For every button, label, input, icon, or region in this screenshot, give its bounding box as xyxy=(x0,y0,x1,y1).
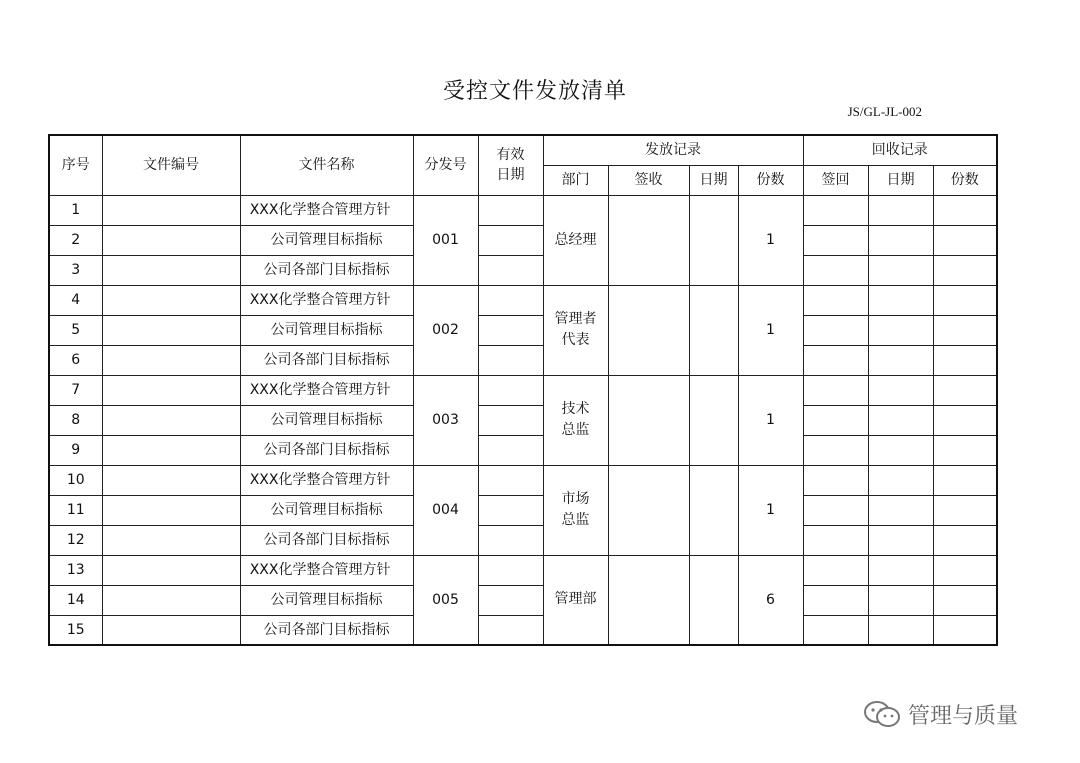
file-name-cell: 公司管理目标指标 xyxy=(240,225,413,255)
valid-date-cell xyxy=(478,345,543,375)
recall-date-cell xyxy=(868,285,933,315)
issue-copies-cell: 1 xyxy=(738,465,803,555)
recall-copies-cell xyxy=(933,225,997,255)
issue-dept-cell xyxy=(543,285,608,375)
recall-date-cell xyxy=(868,495,933,525)
recall-sign-cell xyxy=(803,375,868,405)
seq-cell: 7 xyxy=(49,375,102,405)
valid-date-cell xyxy=(478,555,543,585)
header-dist-no: 分发号 xyxy=(413,135,478,195)
issue-date-cell xyxy=(689,375,738,465)
file-name-cell: XXX化学整合管理方针 xyxy=(240,465,413,495)
header-valid-date xyxy=(478,135,543,195)
header-issue-date: 日期 xyxy=(689,165,738,195)
file-name-cell: XXX化学整合管理方针 xyxy=(240,285,413,315)
table-row xyxy=(49,525,997,555)
issue-copies-cell: 1 xyxy=(738,195,803,285)
issue-date-cell xyxy=(689,195,738,285)
issue-copies-cell: 1 xyxy=(738,375,803,465)
issue-dept-cell xyxy=(543,375,608,465)
issue-copies-cell: 1 xyxy=(738,285,803,375)
recall-copies-cell xyxy=(933,465,997,495)
dist-no-cell: 003 xyxy=(413,375,478,465)
recall-copies-cell xyxy=(933,435,997,465)
recall-sign-cell xyxy=(803,615,868,645)
table-row xyxy=(49,195,997,225)
file-name-cell: 公司各部门目标指标 xyxy=(240,435,413,465)
recall-date-cell xyxy=(868,465,933,495)
recall-sign-cell xyxy=(803,585,868,615)
header-issue-record: 发放记录 xyxy=(543,135,803,165)
file-no-cell xyxy=(102,615,240,645)
recall-sign-cell xyxy=(803,435,868,465)
recall-copies-cell xyxy=(933,555,997,585)
recall-date-cell xyxy=(868,255,933,285)
recall-copies-cell xyxy=(933,315,997,345)
valid-date-cell xyxy=(478,375,543,405)
file-name-cell: 公司各部门目标指标 xyxy=(240,615,413,645)
recall-date-cell xyxy=(868,345,933,375)
recall-date-cell xyxy=(868,375,933,405)
table-row xyxy=(49,585,997,615)
seq-cell: 4 xyxy=(49,285,102,315)
recall-date-cell xyxy=(868,435,933,465)
valid-date-cell xyxy=(478,195,543,225)
header-issue-dept: 部门 xyxy=(543,165,608,195)
file-name-cell: XXX化学整合管理方针 xyxy=(240,195,413,225)
recall-sign-cell xyxy=(803,555,868,585)
file-no-cell xyxy=(102,435,240,465)
issue-dept-text: 管理者代表 xyxy=(554,311,597,348)
table-row xyxy=(49,255,997,285)
recall-copies-cell xyxy=(933,255,997,285)
file-no-cell xyxy=(102,585,240,615)
dist-no-cell: 004 xyxy=(413,465,478,555)
recall-copies-cell xyxy=(933,345,997,375)
recall-sign-cell xyxy=(803,465,868,495)
valid-date-cell xyxy=(478,315,543,345)
file-no-cell xyxy=(102,225,240,255)
recall-sign-cell xyxy=(803,315,868,345)
watermark-text: 管理与质量 xyxy=(908,703,1019,729)
file-no-cell xyxy=(102,345,240,375)
table-row xyxy=(49,435,997,465)
recall-copies-cell xyxy=(933,615,997,645)
header-valid-date-text: 有效日期 xyxy=(496,147,525,184)
issue-date-cell xyxy=(689,465,738,555)
dist-no-cell: 001 xyxy=(413,195,478,285)
recall-copies-cell xyxy=(933,195,997,225)
table-row xyxy=(49,225,997,255)
recall-date-cell xyxy=(868,555,933,585)
valid-date-cell xyxy=(478,255,543,285)
recall-date-cell xyxy=(868,195,933,225)
file-no-cell xyxy=(102,255,240,285)
file-no-cell xyxy=(102,195,240,225)
recall-sign-cell xyxy=(803,195,868,225)
file-no-cell xyxy=(102,285,240,315)
seq-cell: 9 xyxy=(49,435,102,465)
issue-sign-cell xyxy=(608,375,689,465)
header-seq: 序号 xyxy=(49,135,102,195)
seq-cell: 1 xyxy=(49,195,102,225)
recall-sign-cell xyxy=(803,495,868,525)
seq-cell: 6 xyxy=(49,345,102,375)
dist-no-cell: 005 xyxy=(413,555,478,645)
issue-sign-cell xyxy=(608,465,689,555)
table-row xyxy=(49,345,997,375)
issue-date-cell xyxy=(689,285,738,375)
table-row xyxy=(49,375,997,405)
table-row xyxy=(49,285,997,315)
issue-dept-cell xyxy=(543,465,608,555)
seq-cell: 13 xyxy=(49,555,102,585)
recall-sign-cell xyxy=(803,255,868,285)
seq-cell: 11 xyxy=(49,495,102,525)
seq-cell: 12 xyxy=(49,525,102,555)
header-recall-copies: 份数 xyxy=(933,165,997,195)
recall-sign-cell xyxy=(803,405,868,435)
issue-copies-cell: 6 xyxy=(738,555,803,645)
file-name-cell: 公司各部门目标指标 xyxy=(240,255,413,285)
seq-cell: 10 xyxy=(49,465,102,495)
issue-date-cell xyxy=(689,555,738,645)
issue-dept-text: 技术总监 xyxy=(561,401,590,438)
file-name-cell: 公司各部门目标指标 xyxy=(240,525,413,555)
seq-cell: 15 xyxy=(49,615,102,645)
file-no-cell xyxy=(102,405,240,435)
header-file-no: 文件编号 xyxy=(102,135,240,195)
valid-date-cell xyxy=(478,225,543,255)
recall-sign-cell xyxy=(803,285,868,315)
header-issue-copies: 份数 xyxy=(738,165,803,195)
issue-dept-text: 总经理 xyxy=(554,231,597,248)
recall-date-cell xyxy=(868,585,933,615)
file-name-cell: 公司各部门目标指标 xyxy=(240,345,413,375)
recall-copies-cell xyxy=(933,375,997,405)
recall-date-cell xyxy=(868,525,933,555)
issue-dept-cell xyxy=(543,195,608,285)
valid-date-cell xyxy=(478,435,543,465)
issue-sign-cell xyxy=(608,555,689,645)
recall-sign-cell xyxy=(803,525,868,555)
recall-copies-cell xyxy=(933,285,997,315)
issue-sign-cell xyxy=(608,195,689,285)
file-no-cell xyxy=(102,315,240,345)
file-name-cell: XXX化学整合管理方针 xyxy=(240,375,413,405)
recall-date-cell xyxy=(868,615,933,645)
file-name-cell: XXX化学整合管理方针 xyxy=(240,555,413,585)
header-recall-record: 回收记录 xyxy=(803,135,997,165)
distribution-table xyxy=(48,134,998,646)
recall-date-cell xyxy=(868,405,933,435)
table-row xyxy=(49,315,997,345)
file-no-cell xyxy=(102,495,240,525)
table-body xyxy=(49,195,997,645)
issue-sign-cell xyxy=(608,285,689,375)
watermark xyxy=(862,696,1018,732)
table-row xyxy=(49,405,997,435)
seq-cell: 14 xyxy=(49,585,102,615)
valid-date-cell xyxy=(478,525,543,555)
header-recall-sign: 签回 xyxy=(803,165,868,195)
valid-date-cell xyxy=(478,465,543,495)
file-name-cell: 公司管理目标指标 xyxy=(240,405,413,435)
issue-dept-text: 管理部 xyxy=(554,591,597,608)
recall-copies-cell xyxy=(933,405,997,435)
recall-copies-cell xyxy=(933,585,997,615)
document-title: 受控文件发放清单 xyxy=(442,79,627,104)
table-row xyxy=(49,465,997,495)
header-file-name: 文件名称 xyxy=(240,135,413,195)
dist-no-cell: 002 xyxy=(413,285,478,375)
seq-cell: 2 xyxy=(49,225,102,255)
table-row xyxy=(49,495,997,525)
valid-date-cell xyxy=(478,615,543,645)
valid-date-cell xyxy=(478,495,543,525)
table-row xyxy=(49,615,997,645)
file-name-cell: 公司管理目标指标 xyxy=(240,315,413,345)
header-issue-sign: 签收 xyxy=(608,165,689,195)
recall-copies-cell xyxy=(933,495,997,525)
seq-cell: 3 xyxy=(49,255,102,285)
recall-date-cell xyxy=(868,315,933,345)
issue-dept-cell xyxy=(543,555,608,645)
file-name-cell: 公司管理目标指标 xyxy=(240,585,413,615)
recall-sign-cell xyxy=(803,345,868,375)
seq-cell: 8 xyxy=(49,405,102,435)
document-code: JS/GL-JL-002 xyxy=(847,104,922,119)
wechat-icon xyxy=(862,699,902,729)
valid-date-cell xyxy=(478,285,543,315)
file-no-cell xyxy=(102,375,240,405)
valid-date-cell xyxy=(478,405,543,435)
file-no-cell xyxy=(102,465,240,495)
recall-date-cell xyxy=(868,225,933,255)
header-recall-date: 日期 xyxy=(868,165,933,195)
file-name-cell: 公司管理目标指标 xyxy=(240,495,413,525)
table-row xyxy=(49,555,997,585)
recall-copies-cell xyxy=(933,525,997,555)
issue-dept-text: 市场总监 xyxy=(561,491,590,528)
seq-cell: 5 xyxy=(49,315,102,345)
file-no-cell xyxy=(102,525,240,555)
file-no-cell xyxy=(102,555,240,585)
valid-date-cell xyxy=(478,585,543,615)
recall-sign-cell xyxy=(803,225,868,255)
